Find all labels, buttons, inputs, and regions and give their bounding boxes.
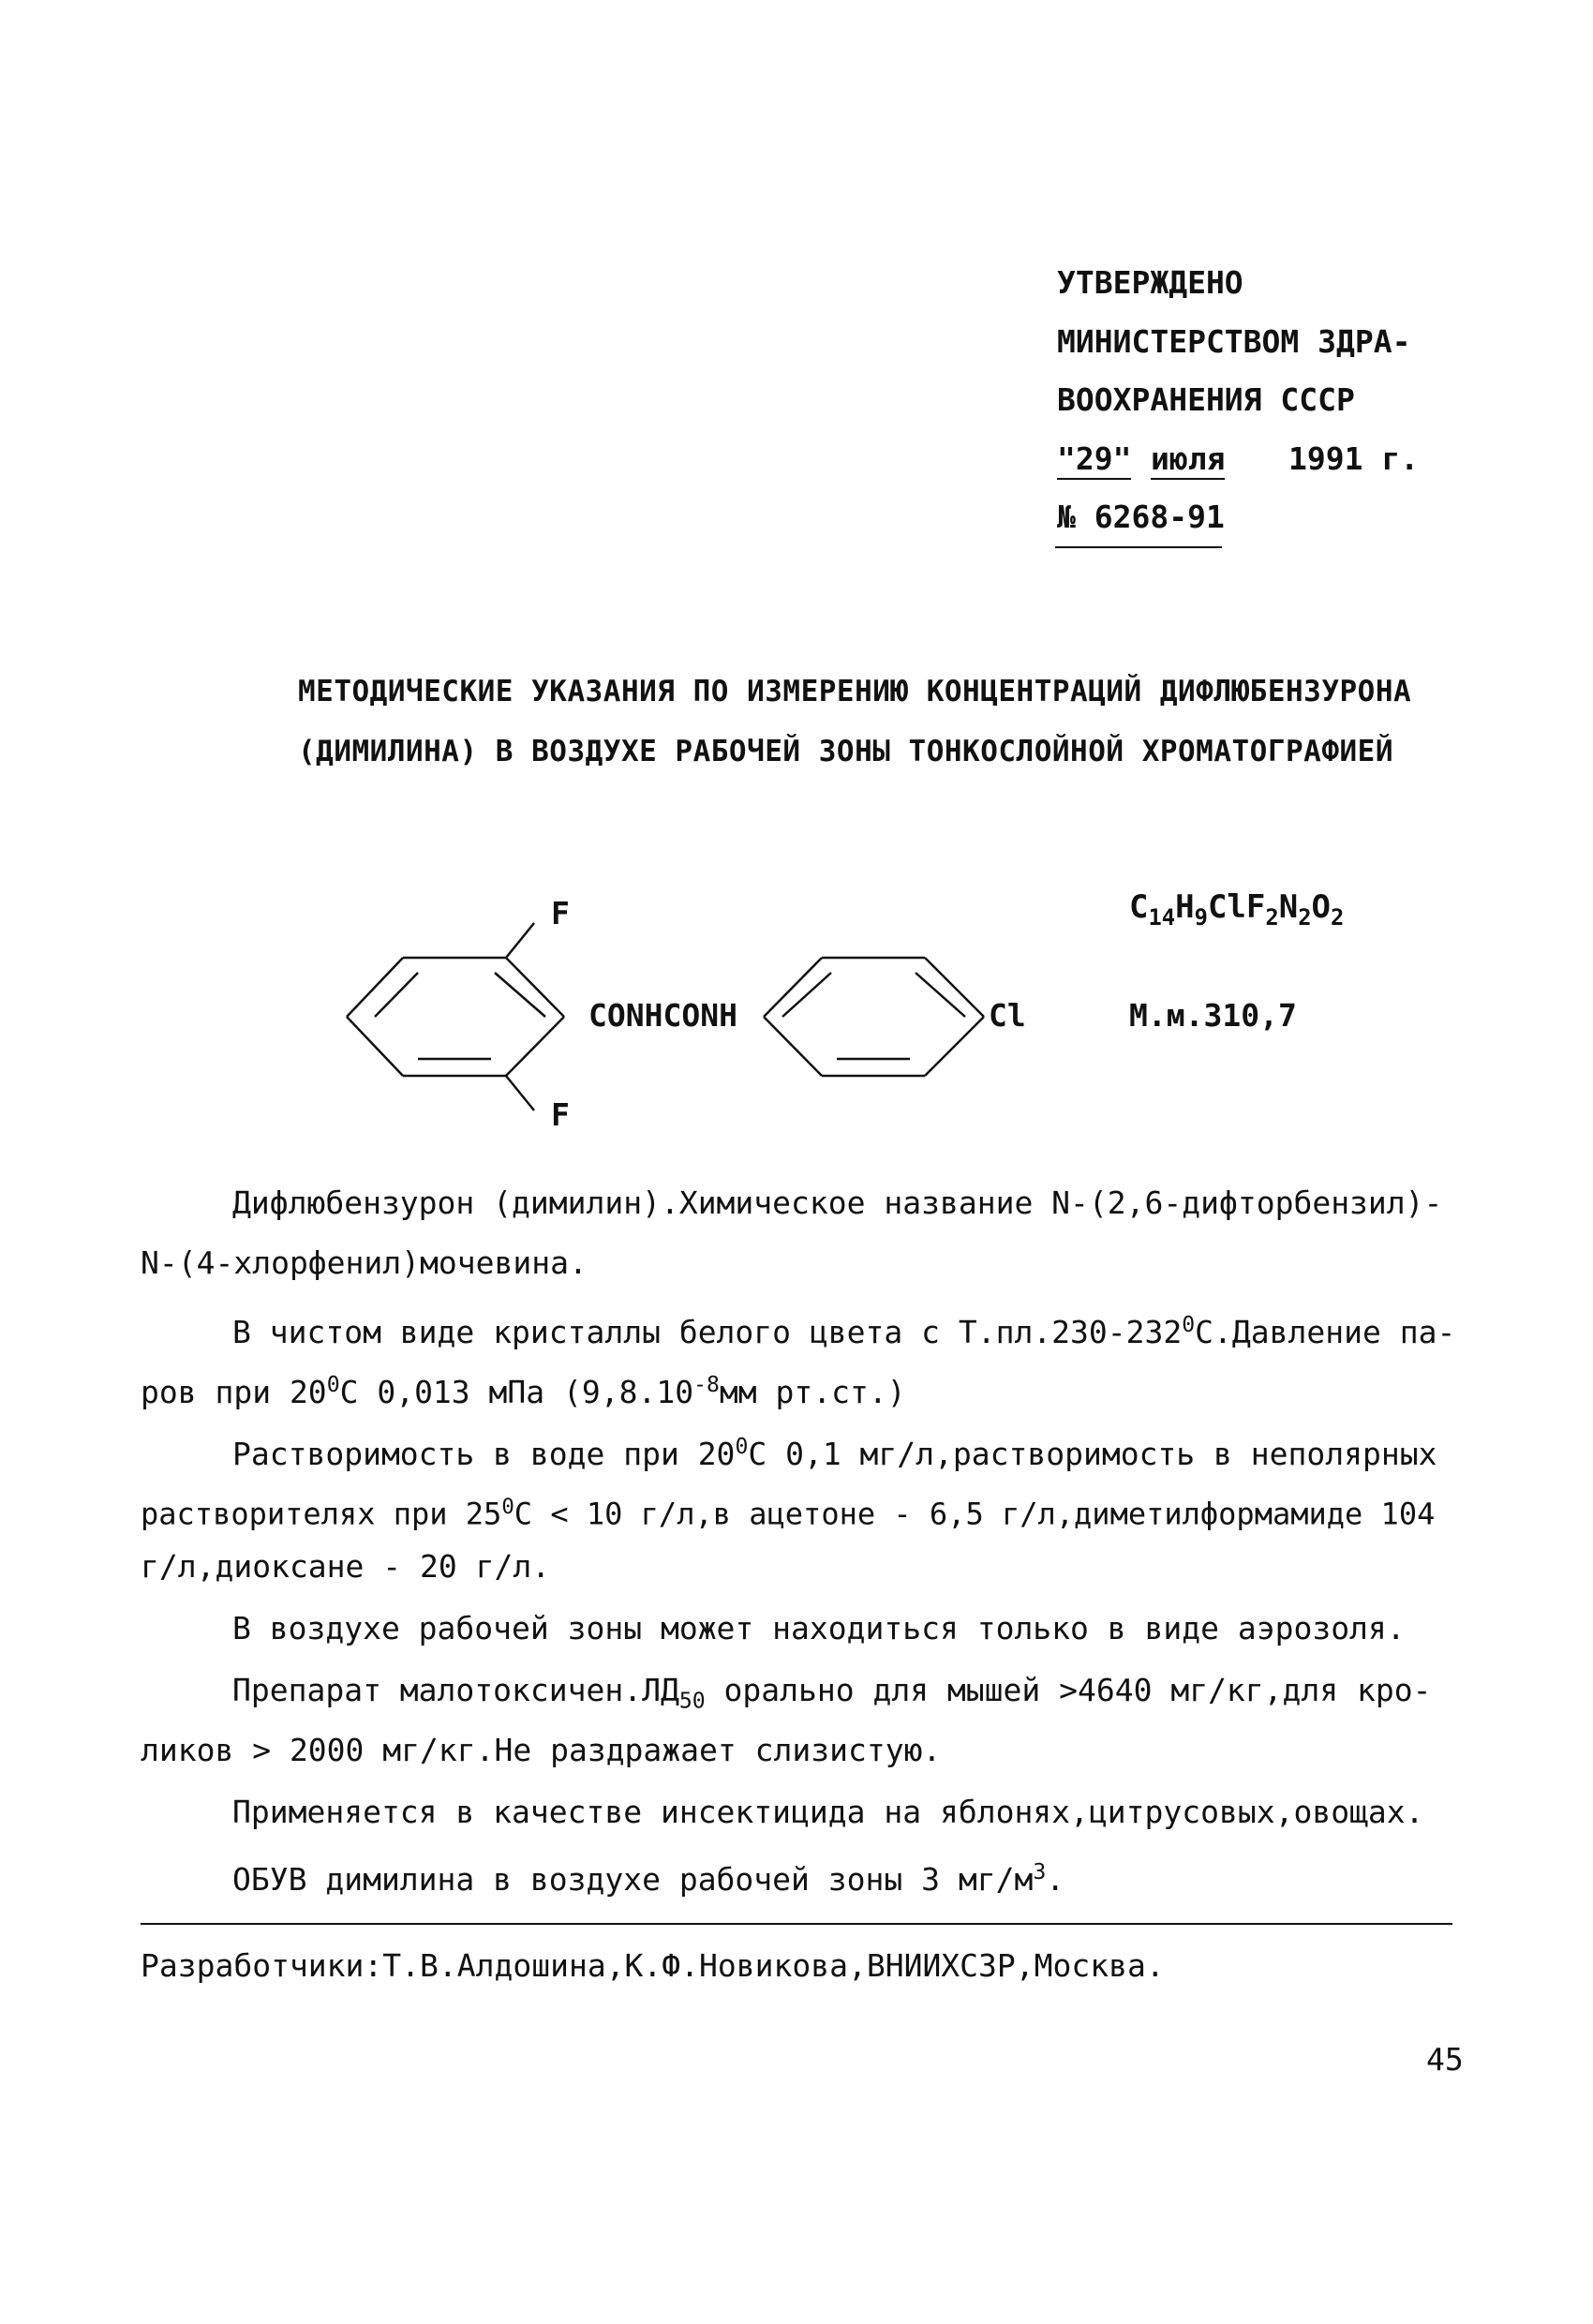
- footnote-separator: [141, 1923, 1452, 1925]
- paragraph-7: ОБУВ димилина в воздухе рабочей зоны 3 $мг/м^3$.: [232, 1860, 1065, 1898]
- approval-number: № 6268-91: [1057, 499, 1225, 535]
- paragraph-3-line-1: Растворимость в воде при $20^0С$ 0,1 мг/л,растворимость в неполярных: [232, 1435, 1437, 1472]
- paragraph-5-line-2: ликов > 2000 мг/кг.Не раздражает слизистую.: [141, 1732, 942, 1768]
- ring1-bond-6: [347, 1017, 403, 1076]
- approval-date-year: 1991 г.: [1288, 440, 1420, 477]
- approval-date-month: июля: [1151, 440, 1225, 480]
- ring1-bond-4: [506, 1017, 564, 1076]
- atom-f-top: F: [551, 895, 570, 931]
- developers-note: Разработчики:Т.В.Алдошина,К.Ф.Новикова,ВНИИХСЗР,Москва.: [141, 1947, 1165, 1984]
- ring2-inner-1: [782, 973, 831, 1017]
- approval-line-1: УТВЕРЖДЕНО: [1057, 264, 1243, 301]
- ring1-bond-1: [347, 958, 403, 1017]
- atom-f-bottom: F: [551, 1096, 570, 1133]
- paragraph-1-line-1: Дифлюбензурон (димилин).Химическое название N-(2,6-дифторбензил)-: [232, 1184, 1443, 1221]
- paragraph-1-line-2: N-(4-хлорфенил)мочевина.: [141, 1244, 588, 1281]
- urea-linker: CONHCONH: [588, 997, 737, 1034]
- paragraph-6: Применяется в качестве инсектицида на яблонях,цитрусовых,овощах.: [232, 1794, 1424, 1830]
- page-number: 45: [1426, 2041, 1464, 2078]
- paragraph-3-line-2: растворителях при $25^0С < 10$ г/л,в ацетоне - 6,5 г/л,диметилформамиде 104: [141, 1495, 1436, 1532]
- paragraph-5-line-1: Препарат $малотоксичен.ЛД_{50}$ орально для мышей >4640 мг/кг,для кро-: [232, 1672, 1432, 1714]
- f-bottom-bond: [506, 1076, 534, 1110]
- ring2-bond-4: [925, 1017, 984, 1076]
- molecular-formula: $C_{14}H_9ClF_2N_2O_2$: [1129, 888, 1345, 931]
- molecular-mass: М.м.310,7: [1129, 997, 1297, 1034]
- approval-line-2: МИНИСТЕРСТВОМ ЗДРА-: [1057, 323, 1411, 360]
- paragraph-4: В воздухе рабочей зоны может находиться только в виде аэрозоля.: [232, 1610, 1406, 1646]
- paragraph-2-line-2: ров при $20^0С$ 0,013 мПа ($9,8.10^{-8}мм$ рт.ст.): [141, 1373, 906, 1410]
- paragraph-3-line-3: г/л,диоксане - 20 г/л.: [141, 1548, 551, 1585]
- atom-cl: Cl: [989, 997, 1026, 1034]
- paragraph-2-line-1: В чистом виде кристаллы белого цвета с $Т.пл.230-232^0С.Давление$ па-: [232, 1313, 1456, 1350]
- ring2-bond-6: [764, 1017, 822, 1076]
- document-title-line-1: МЕТОДИЧЕСКИЕ УКАЗАНИЯ ПО ИЗМЕРЕНИЮ КОНЦЕНТРАЦИЙ ДИФЛЮБЕНЗУРОНА: [298, 675, 1412, 708]
- approval-line-3: ВООХРАНЕНИЯ СССР: [1057, 381, 1355, 418]
- approval-number-underline: [1055, 546, 1222, 548]
- ring2-inner-2: [916, 973, 965, 1017]
- document-title-line-2: (ДИМИЛИНА) В ВОЗДУХЕ РАБОЧЕЙ ЗОНЫ ТОНКОСЛОЙНОЙ ХРОМАТОГРАФИЕЙ: [298, 735, 1393, 768]
- ring1-inner-2: [495, 973, 545, 1017]
- approval-date-day: "29": [1057, 440, 1131, 480]
- f-top-bond: [506, 923, 534, 958]
